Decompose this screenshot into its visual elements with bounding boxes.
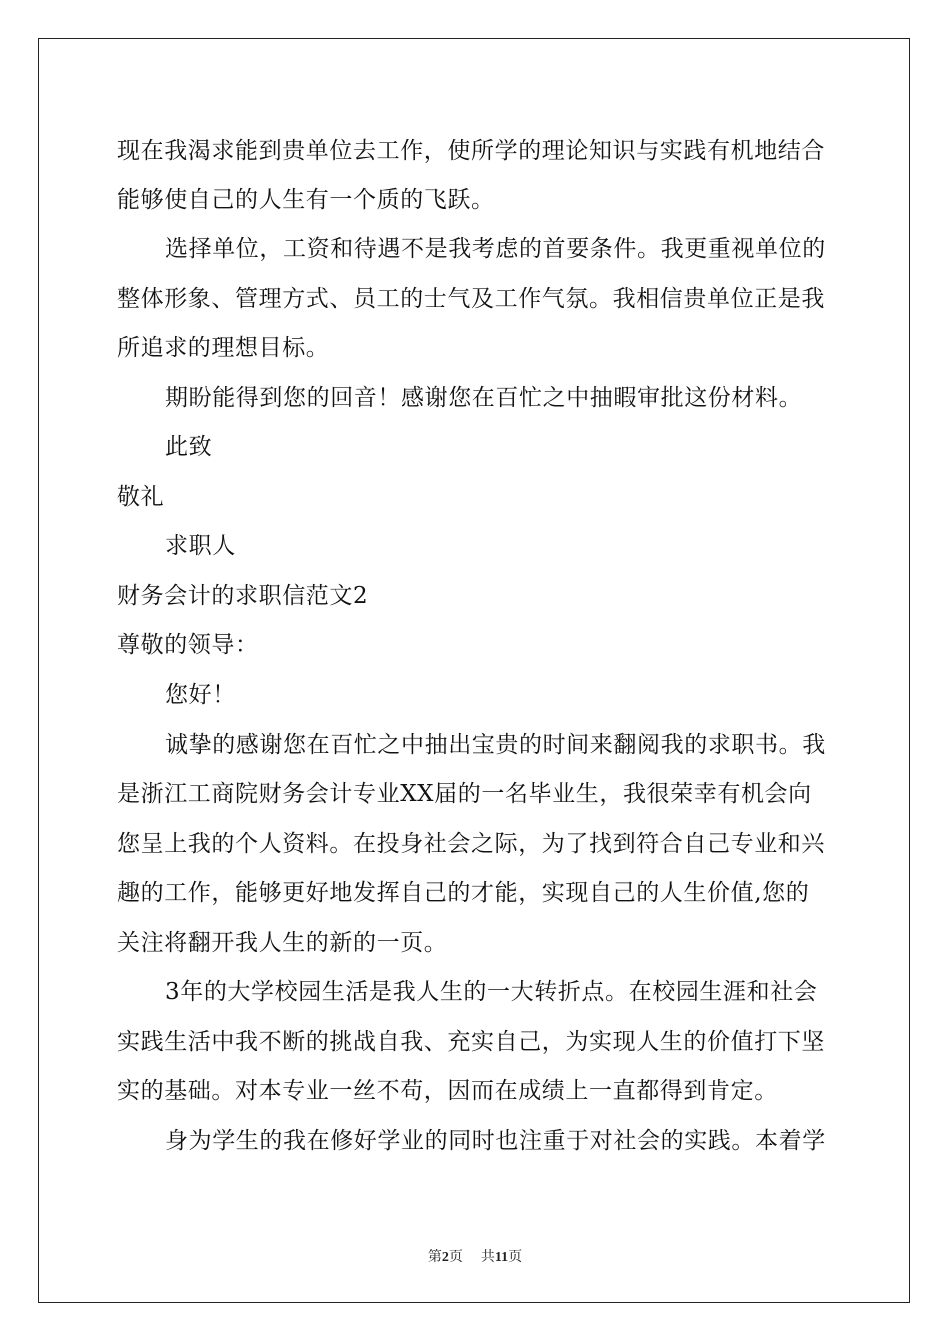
closing-line: 敬礼 xyxy=(117,484,165,510)
body-line: 您呈上我的个人资料。在投身社会之际，为了找到符合自己专业和兴 xyxy=(117,831,825,857)
total-prefix: 共 xyxy=(480,1250,495,1265)
body-line: 诚挚的感谢您在百忙之中抽出宝贵的时间来翻阅我的求职书。我 xyxy=(165,732,826,758)
body-line: 实践生活中我不断的挑战自我、充实自己，为实现人生的价值打下坚 xyxy=(117,1029,825,1055)
body-line: 身为学生的我在修好学业的同时也注重于对社会的实践。本着学 xyxy=(165,1128,826,1154)
greeting: 您好！ xyxy=(165,682,236,708)
section-title: 财务会计的求职信范文2 xyxy=(117,583,369,609)
body-line: 整体形象、管理方式、员工的士气及工作气氛。我相信贵单位正是我 xyxy=(117,286,825,312)
page-suffix: 页 xyxy=(448,1250,463,1265)
body-line: 期盼能得到您的回音！感谢您在百忙之中抽暇审批这份材料。 xyxy=(165,385,803,411)
salutation: 尊敬的领导： xyxy=(117,632,259,658)
body-line: 趣的工作，能够更好地发挥自己的才能，实现自己的人生价值,您的 xyxy=(117,880,810,906)
body-line: 3年的大学校园生活是我人生的一大转折点。在校园生涯和社会 xyxy=(165,979,818,1005)
body-line: 选择单位，工资和待遇不是我考虑的首要条件。我更重视单位的 xyxy=(165,236,826,262)
page-frame xyxy=(38,38,910,1303)
body-line: 关注将翻开我人生的新的一页。 xyxy=(117,930,448,956)
body-line: 实的基础。对本专业一丝不苟，因而在成绩上一直都得到肯定。 xyxy=(117,1078,778,1104)
body-line: 现在我渴求能到贵单位去工作，使所学的理论知识与实践有机地结合 xyxy=(117,138,825,164)
body-line: 所追求的理想目标。 xyxy=(117,335,330,361)
signature-line: 求职人 xyxy=(165,533,236,559)
page-prefix: 第 xyxy=(427,1250,442,1265)
page-footer xyxy=(0,1246,950,1266)
total-pages: 11 xyxy=(494,1250,509,1265)
closing-line: 此致 xyxy=(165,434,213,460)
total-suffix: 页 xyxy=(508,1250,523,1265)
body-line: 是浙江工商院财务会计专业XX届的一名毕业生，我很荣幸有机会向 xyxy=(117,781,812,807)
page-number: 2 xyxy=(441,1250,449,1265)
body-line: 能够使自己的人生有一个质的飞跃。 xyxy=(117,187,495,213)
